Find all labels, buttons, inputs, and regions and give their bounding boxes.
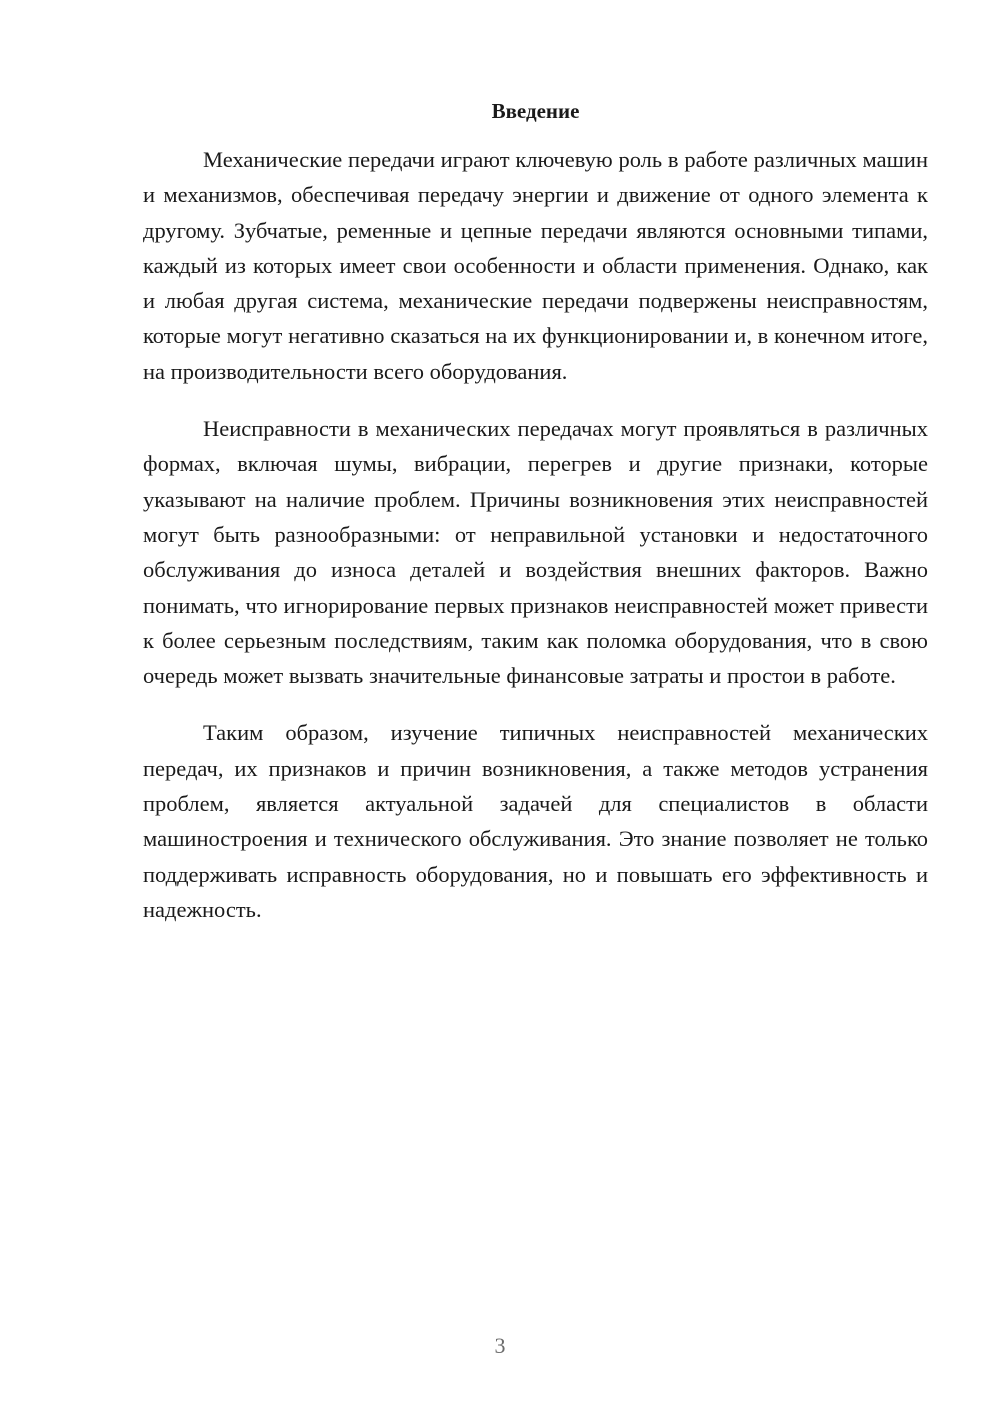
paragraph-2: Неисправности в механических передачах могут проявляться в различных формах, включая шумы, вибрации, перегрев и другие признаки, которые указывают на наличие проблем. Причины возникновения этих неисправностей могут быть разнообразными: от неправильной установки и недостаточного обслуживания до износа деталей и воздействия внешних факторов. Важно понимать, что игнорирование первых признаков неисправностей может привести к более серьезным последствиям, таким как поломка оборудования, что в свою очередь может вызвать значительные финансовые затраты и простои в работе. — [143, 416, 928, 689]
page-number: 3 — [494, 1333, 506, 1358]
paragraph-1: Механические передачи играют ключевую роль в работе различных машин и механизмов, обеспечивая передачу энергии и движение от одного элемента к другому. Зубчатые, ременные и цепные передачи являются основными типами, каждый из которых имеет свои особенности и области применения. Однако, как и любая другая система, механические передачи подвержены неисправностям, которые могут негативно сказаться на их функционировании и, в конечном итоге, на производительности всего оборудования. — [143, 147, 928, 384]
document-body — [143, 142, 928, 949]
paragraph-3: Таким образом, изучение типичных неисправностей механических передач, их признаков и причин возникновения, а также методов устранения проблем, является актуальной задачей для специалистов в области машиностроения и технического обслуживания. Это знание позволяет не только поддерживать исправность оборудования, но и повышать его эффективность и надежность. — [143, 720, 928, 922]
section-title: Введение — [491, 99, 580, 123]
